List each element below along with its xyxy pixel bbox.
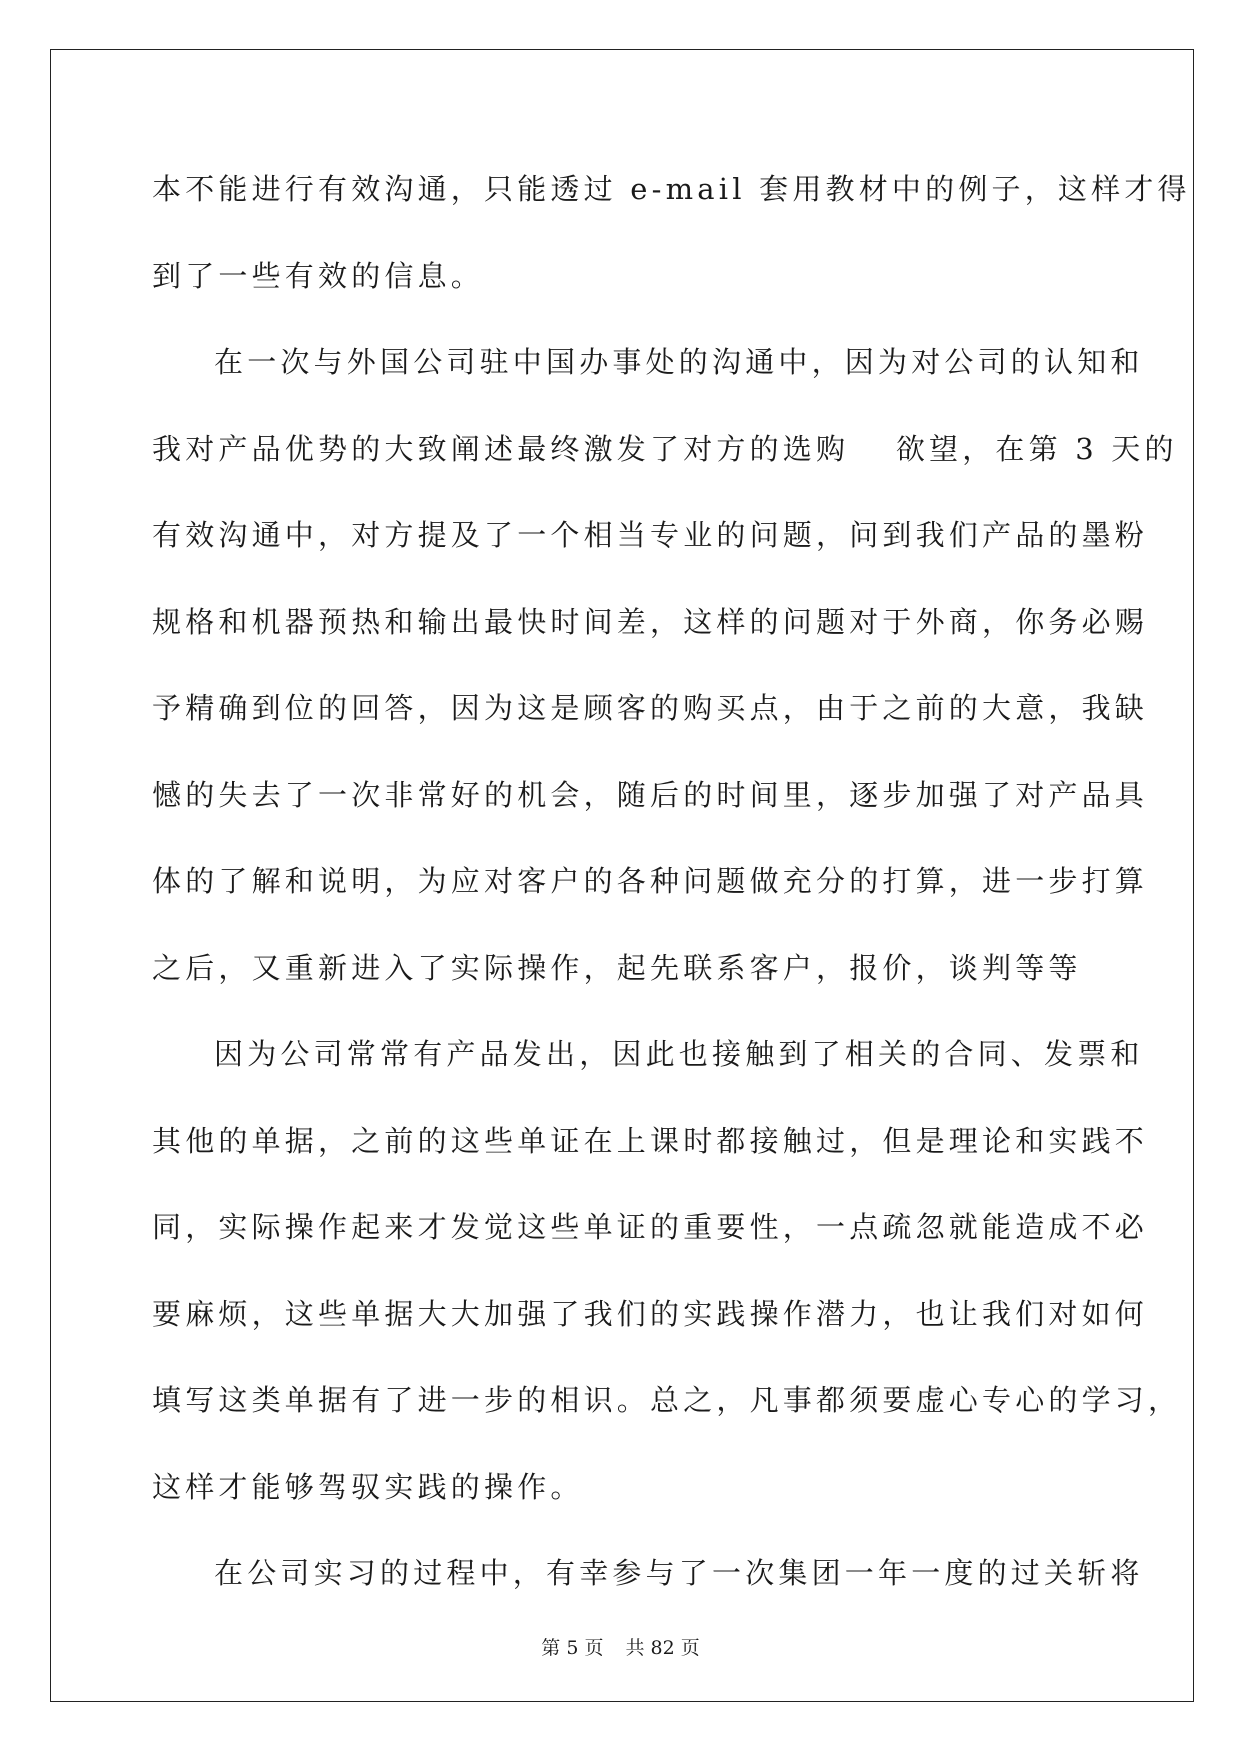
text-line: 我对产品优势的大致阐述最终激发了对方的选购 欲望，在第 3 天的: [152, 431, 1178, 466]
text-line: 在一次与外国公司驻中国办事处的沟通中，因为对公司的认知和: [214, 345, 1144, 379]
text-line: 因为公司常常有产品发出，因此也接触到了相关的合同、发票和: [214, 1037, 1144, 1071]
text-line: 填写这类单据有了进一步的相识。总之，凡事都须要虚心专心的学习，: [152, 1383, 1182, 1417]
page-total: 共 82 页: [625, 1637, 700, 1659]
text-line: 体的了解和说明，为应对客户的各种问题做充分的打算，进一步打算: [152, 864, 1149, 898]
document-body: [152, 162, 1191, 1633]
text-line: 之后，又重新进入了实际操作，起先联系客户，报价，谈判等等: [152, 950, 1082, 985]
text-line: 到了一些有效的信息。: [152, 258, 485, 293]
text-line: 这样才能够驾驭实践的操作。: [152, 1469, 584, 1504]
text-line: 本不能进行有效沟通，只能透过 e-mail 套用教材中的例子，这样才得: [152, 172, 1191, 206]
text-line: 予精确到位的回答，因为这是顾客的购买点，由于之前的大意，我缺: [152, 691, 1149, 725]
text-line: 憾的失去了一次非常好的机会，随后的时间里，逐步加强了对产品具: [152, 777, 1149, 812]
text-line: 要麻烦，这些单据大大加强了我们的实践操作潜力，也让我们对如何: [152, 1296, 1149, 1331]
text-line: 在公司实习的过程中，有幸参与了一次集团一年一度的过关斩将: [214, 1556, 1144, 1590]
text-line: 同，实际操作起来才发觉这些单证的重要性，一点疏忽就能造成不必: [152, 1210, 1149, 1244]
text-line: 规格和机器预热和输出最快时间差，这样的问题对于外商，你务必赐: [152, 604, 1149, 639]
text-line: 其他的单据，之前的这些单证在上课时都接触过，但是理论和实践不: [152, 1123, 1149, 1158]
text-line: 有效沟通中，对方提及了一个相当专业的问题，问到我们产品的墨粉: [152, 518, 1149, 552]
page-footer: [0, 1633, 1241, 1660]
page-number: 第 5 页: [541, 1637, 604, 1659]
